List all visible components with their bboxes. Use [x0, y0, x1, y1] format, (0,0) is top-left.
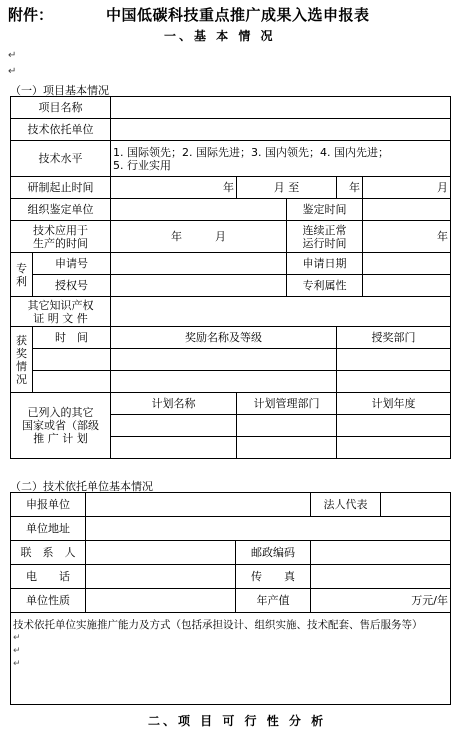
field-plan-name[interactable] — [111, 437, 237, 459]
field-fax[interactable] — [311, 565, 451, 589]
label-apply-time — [11, 221, 111, 253]
part2-title: （二）技术依托单位基本情况 — [10, 480, 153, 493]
label-listed-line1: 已列入的其它 — [27, 406, 94, 419]
label-awards — [11, 327, 33, 393]
attachment-label: 附件： — [8, 6, 54, 24]
label-other-ip-line1: 其它知识产权 — [27, 298, 94, 312]
label-listed-line2: 国家或省（部级 — [22, 419, 99, 432]
field-rd-start-month[interactable] — [237, 177, 337, 199]
label-grant-no: 授权号 — [33, 275, 111, 297]
label-apply-time-line1: 技术应用于 — [33, 223, 88, 237]
label-capability: 技术依托单位实施推广能力及方式（包括承担设计、组织实施、技术配套、售后服务等） — [13, 619, 423, 631]
field-award-time[interactable] — [33, 371, 111, 393]
label-project-name: 项目名称 — [11, 97, 111, 119]
field-nature[interactable] — [86, 589, 236, 613]
year-unit: 年 — [349, 181, 360, 194]
header-award-dept: 授奖部门 — [337, 327, 451, 349]
label-contact: 联 系 人 — [11, 541, 86, 565]
year-unit: 年 — [171, 230, 182, 243]
label-patent-char2: 利 — [16, 274, 27, 288]
tech-level-options-2: 5. 行业实用 — [113, 158, 171, 172]
return-mark: ↵ — [13, 659, 21, 669]
field-apply-no[interactable] — [111, 253, 287, 275]
field-project-name[interactable] — [111, 97, 451, 119]
field-plan-year[interactable] — [337, 415, 451, 437]
label-rd-period: 研制起止时间 — [11, 177, 111, 199]
field-capability[interactable] — [11, 613, 451, 705]
label-awards-char4: 况 — [16, 372, 27, 386]
year-unit: 年 — [437, 230, 449, 243]
label-patent-char1: 专 — [16, 261, 27, 275]
field-rd-start-year[interactable] — [111, 177, 237, 199]
return-mark: ↵ — [8, 50, 17, 61]
field-apply-time[interactable] — [111, 221, 287, 253]
month-unit: 月 — [437, 181, 449, 194]
label-listed-plans — [11, 393, 111, 459]
label-listed-line3: 推 广 计 划 — [33, 432, 88, 445]
label-awards-char3: 情 — [16, 359, 27, 373]
label-apply-no: 申请号 — [33, 253, 111, 275]
field-legal-rep[interactable] — [381, 493, 451, 517]
field-tech-level[interactable] — [111, 141, 451, 177]
label-awards-char1: 获 — [16, 333, 27, 347]
field-other-ip[interactable] — [111, 297, 451, 327]
label-other-ip-line2: 证 明 文 件 — [33, 311, 88, 325]
return-mark: ↵ — [13, 633, 21, 643]
return-mark: ↵ — [8, 66, 17, 77]
field-grant-no[interactable] — [111, 275, 287, 297]
field-eval-time[interactable] — [363, 199, 451, 221]
label-nature: 单位性质 — [11, 589, 86, 613]
field-applicant[interactable] — [86, 493, 311, 517]
field-rd-end-month[interactable] — [363, 177, 451, 199]
label-eval-unit: 组织鉴定单位 — [11, 199, 111, 221]
field-eval-unit[interactable] — [111, 199, 287, 221]
field-plan-dept[interactable] — [237, 415, 337, 437]
header-plan-year: 计划年度 — [337, 393, 451, 415]
field-patent-attr[interactable] — [363, 275, 451, 297]
header-award-time: 时 间 — [33, 327, 111, 349]
field-apply-date[interactable] — [363, 253, 451, 275]
label-applicant: 申报单位 — [11, 493, 86, 517]
label-postcode: 邮政编码 — [236, 541, 311, 565]
header-plan-name: 计划名称 — [111, 393, 237, 415]
field-contact[interactable] — [86, 541, 236, 565]
label-tech-unit: 技术依托单位 — [11, 119, 111, 141]
label-continuous-line2: 运行时间 — [302, 236, 347, 250]
field-tech-unit[interactable] — [111, 119, 451, 141]
field-award-dept[interactable] — [337, 349, 451, 371]
label-fax: 传 真 — [236, 565, 311, 589]
year-unit: 年 — [223, 181, 234, 194]
label-apply-date: 申请日期 — [287, 253, 363, 275]
field-address[interactable] — [86, 517, 451, 541]
label-awards-char2: 奖 — [16, 346, 27, 360]
header-plan-dept: 计划管理部门 — [237, 393, 337, 415]
section-basic-title: 一、基 本 情 况 — [164, 29, 276, 43]
tech-level-options: 1. 国际领先；2. 国际先进；3. 国内领先；4. 国内先进； — [113, 145, 389, 159]
label-continuous-run — [287, 221, 363, 253]
unit-info-table — [10, 492, 451, 705]
label-legal-rep: 法人代表 — [311, 493, 381, 517]
form-title: 中国低碳科技重点推广成果入选申报表 — [106, 6, 370, 24]
field-plan-dept[interactable] — [237, 437, 337, 459]
label-eval-time: 鉴定时间 — [287, 199, 363, 221]
label-other-ip — [11, 297, 111, 327]
field-award-time[interactable] — [33, 349, 111, 371]
label-apply-time-line2: 生产的时间 — [33, 236, 88, 250]
label-continuous-line1: 连续正常 — [302, 223, 347, 237]
label-output: 年产值 — [236, 589, 311, 613]
output-unit: 万元/年 — [411, 594, 448, 607]
field-postcode[interactable] — [311, 541, 451, 565]
field-plan-year[interactable] — [337, 437, 451, 459]
return-mark: ↵ — [13, 646, 21, 656]
part1-title: （一）项目基本情况 — [10, 84, 109, 97]
month-to-unit: 月 至 — [273, 181, 300, 194]
field-continuous-run[interactable] — [363, 221, 451, 253]
project-info-table — [10, 96, 451, 459]
field-award-name[interactable] — [111, 349, 337, 371]
field-award-dept[interactable] — [337, 371, 451, 393]
field-plan-name[interactable] — [111, 415, 237, 437]
label-patent — [11, 253, 33, 297]
month-unit: 月 — [215, 230, 226, 243]
label-tech-level: 技术水平 — [11, 141, 111, 177]
field-phone[interactable] — [86, 565, 236, 589]
field-award-name[interactable] — [111, 371, 337, 393]
field-output[interactable] — [311, 589, 451, 613]
label-phone: 电 话 — [11, 565, 86, 589]
label-patent-attr: 专利属性 — [287, 275, 363, 297]
label-address: 单位地址 — [11, 517, 86, 541]
header-award-name: 奖励名称及等级 — [111, 327, 337, 349]
field-rd-end-year[interactable] — [337, 177, 363, 199]
section-feasibility-title: 二、项 目 可 行 性 分 析 — [148, 714, 327, 728]
